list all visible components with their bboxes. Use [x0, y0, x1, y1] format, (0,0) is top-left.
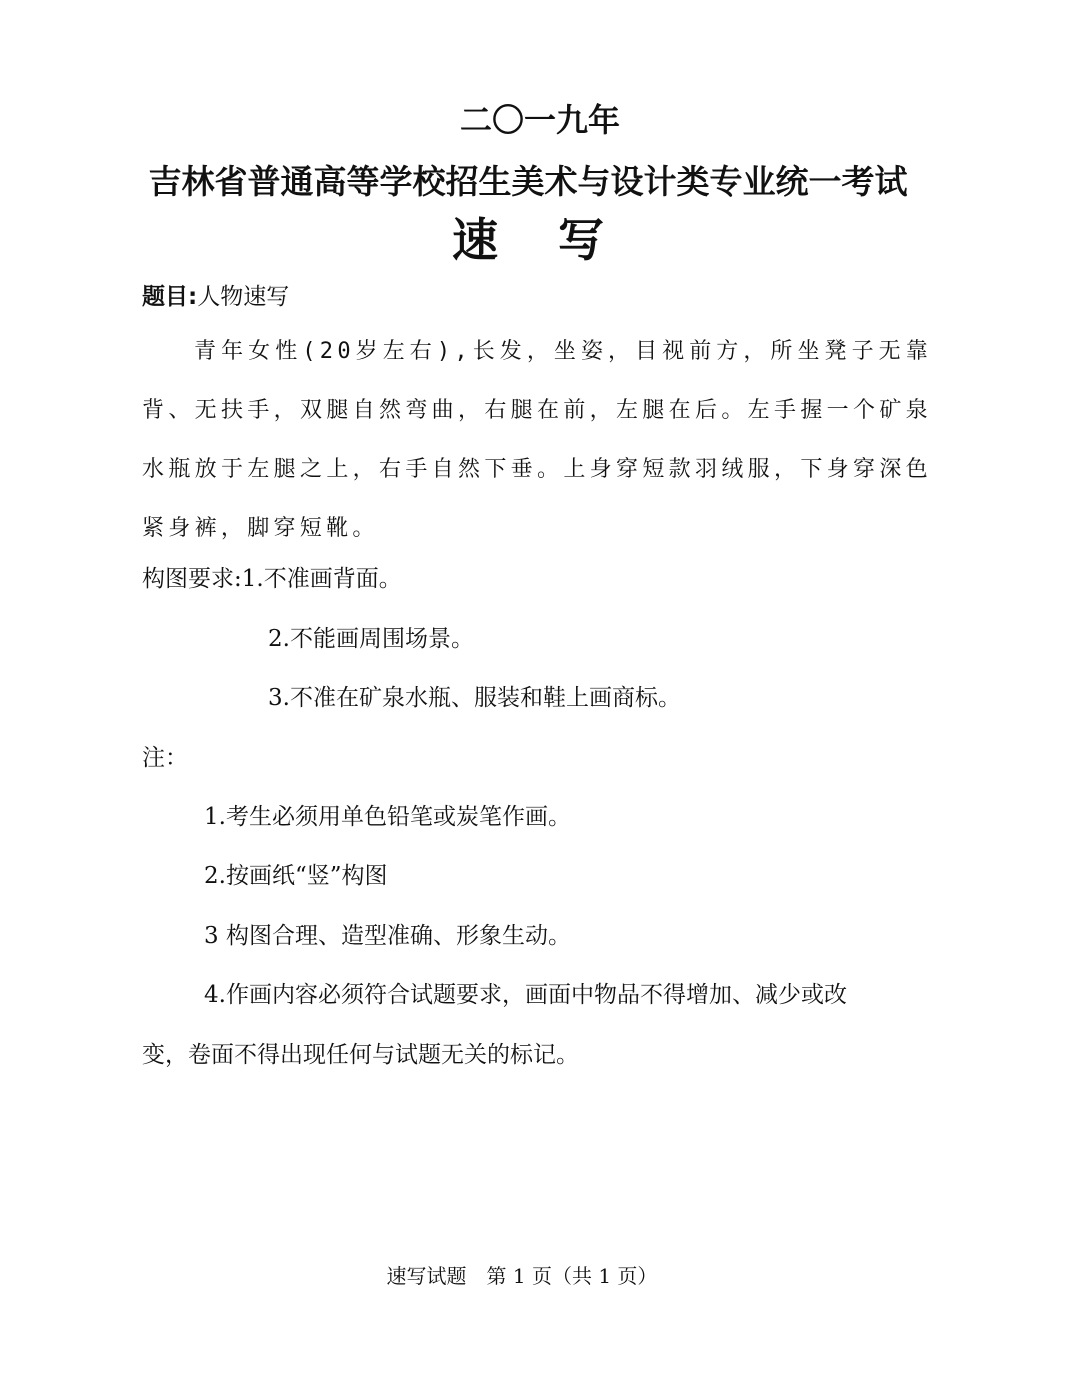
note-item-1: 1.考生必须用单色铅笔或炭笔作画。: [204, 804, 571, 830]
composition-item-2: 2.不能画周围场景。: [268, 626, 474, 652]
note-item-2: 2.按画纸“竖”构图: [204, 863, 388, 889]
topic-description: 青年女性(20岁左右),长发，坐姿，目视前方，所坐凳子无靠背、无扶手，双腿自然弯曲，右腿在前，左腿在后。左手握一个矿泉水瓶放于左腿之上，右手自然下垂。上身穿短款羽绒服，下身穿深色紧身裤，脚穿短靴。: [142, 339, 932, 541]
composition-label: 构图要求:: [142, 566, 242, 592]
composition-item-1: 1.不准画背面。: [241, 566, 402, 592]
topic-value: 人物速写: [197, 284, 290, 310]
note-item-4: 4.作画内容必须符合试题要求，画面中物品不得增加、减少或改: [204, 982, 847, 1008]
note-item-3: 3 构图合理、造型准确、形象生动。: [204, 923, 571, 949]
exam-title: 吉林省普通高等学校招生美术与设计类专业统一考试: [148, 162, 908, 201]
exam-year: 二〇一九年: [459, 101, 620, 139]
composition-item-3: 3.不准在矿泉水瓶、服装和鞋上画商标。: [268, 685, 681, 711]
subject-title: 速写: [452, 213, 664, 267]
notes-label: 注：: [142, 745, 188, 771]
note-item-4-continued: 变，卷面不得出现任何与试题无关的标记。: [142, 1042, 579, 1068]
page-footer: 速写试题 第 1 页（共 1 页）: [386, 1264, 658, 1288]
topic-label: 题目:: [142, 284, 198, 310]
topic-line: [142, 281, 289, 313]
composition-first-line: [142, 563, 402, 595]
